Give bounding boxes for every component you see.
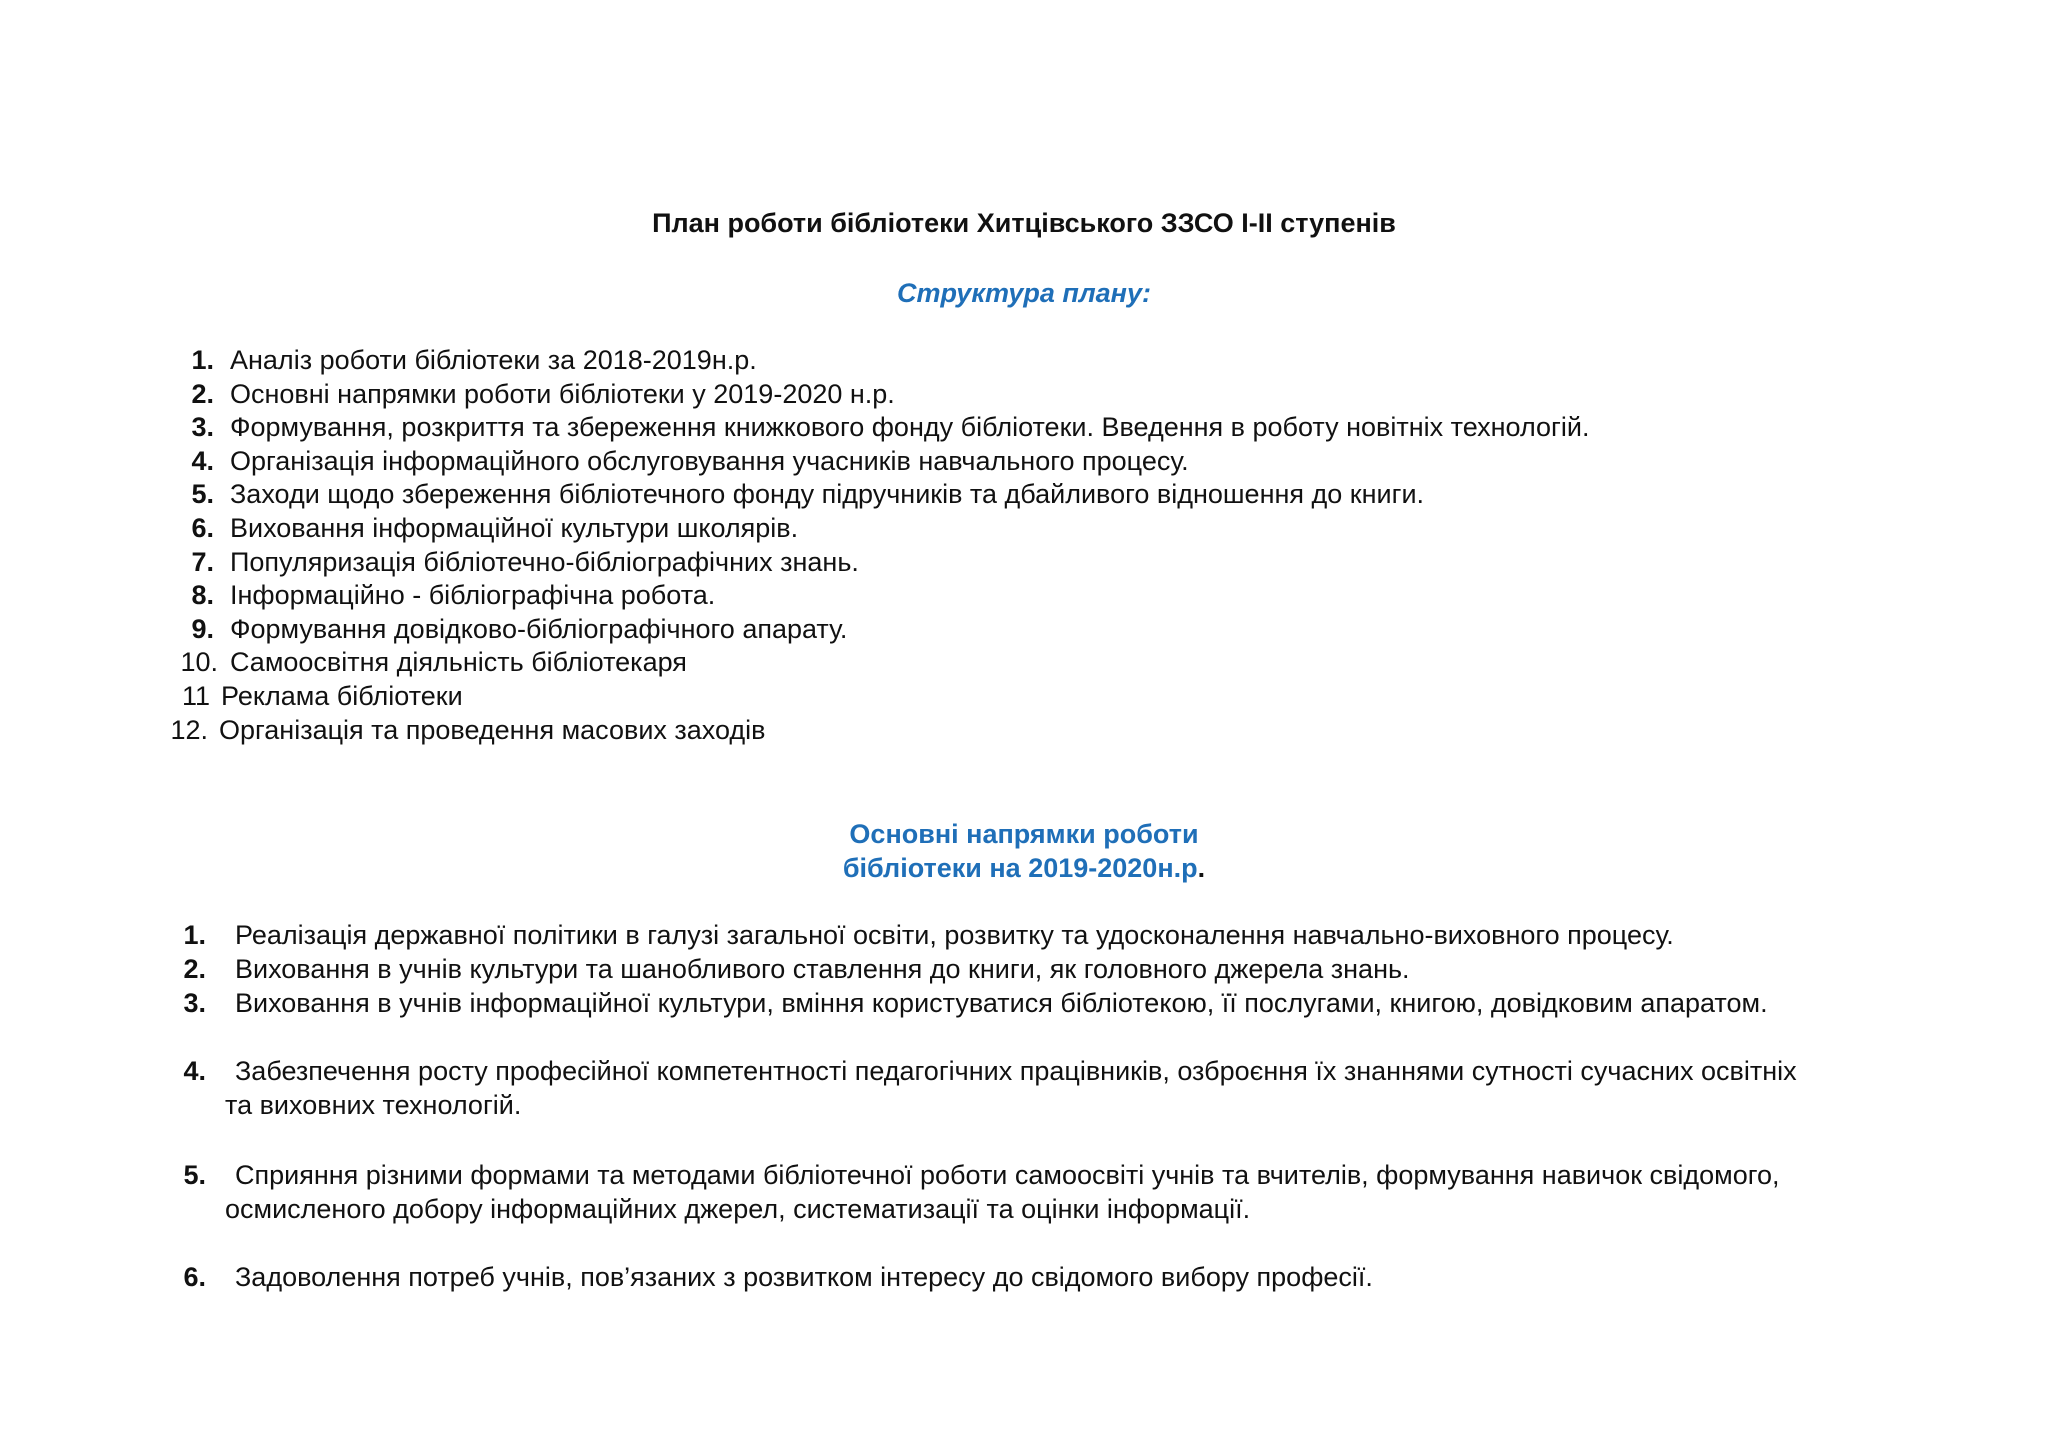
list-item-number: 1. — [191, 345, 214, 375]
list-item-number: 4. — [183, 1056, 206, 1086]
list-item-number: 5. — [183, 1160, 206, 1190]
list-item — [0, 411, 2048, 445]
list-item-text: Інформаційно - бібліографічна робота. — [230, 580, 716, 611]
document-title: План роботи бібліотеки Хитцівського ЗЗСО І-ІІ ступенів — [652, 208, 1396, 238]
structure-heading: Структура плану: — [897, 278, 1151, 308]
list-item-text: Організація інформаційного обслуговування учасників навчального процесу. — [230, 445, 1189, 476]
list-item-text: Реалізація державної політики в галузі загальної освіти, розвитку та удосконалення навчально-виховного процесу. — [235, 920, 1674, 950]
list-item-number: 2. — [183, 954, 206, 984]
directions-heading — [0, 817, 2048, 885]
list-item-number: 4. — [191, 445, 214, 476]
list-item — [0, 680, 2048, 714]
list-item — [0, 546, 2048, 580]
structure-list — [0, 344, 2048, 747]
directions-heading-line1: Основні напрямки роботи — [849, 819, 1199, 849]
list-item — [0, 579, 2048, 613]
directions-heading-line2 — [0, 851, 2048, 885]
list-item — [0, 646, 2048, 680]
list-item-number: 8. — [191, 580, 214, 611]
list-item — [0, 445, 2048, 479]
list-item-number: 9. — [191, 613, 214, 644]
list-item-number: 6. — [183, 1262, 206, 1292]
directions-heading-period: . — [1197, 853, 1206, 883]
list-item — [0, 378, 2048, 412]
list-item-text: Виховання в учнів культури та шанобливого ставлення до книги, як головного джерела знань. — [235, 954, 1410, 984]
directions-heading-line2-text: бібліотеки на 2019-2020н.р — [842, 853, 1198, 883]
list-item-text: Задоволення потреб учнів, пов’язаних з розвитком інтересу до свідомого вибору професії. — [235, 1262, 1373, 1292]
list-item-number: 6. — [191, 512, 214, 543]
list-item-number: 11 — [181, 680, 210, 711]
list-item-text: Формування довідково-бібліографічного апарату. — [230, 613, 848, 644]
list-item-text: Самоосвітня діяльність бібліотекаря — [230, 647, 687, 678]
list-item — [0, 613, 2048, 647]
list-item — [0, 478, 2048, 512]
list-item-number: 2. — [191, 378, 214, 409]
list-item-text: Організація та проведення масових заходів — [219, 714, 766, 745]
list-item-number: 1. — [183, 920, 206, 950]
list-item-number: 7. — [191, 546, 214, 577]
list-item-text: Забезпечення росту професійної компетентності педагогічних працівників, озброєння їх знаннями сутності сучасних освітніх та виховних технологій. — [225, 1056, 1797, 1120]
list-item-text: Основні напрямки роботи бібліотеки у 2019-2020 н.р. — [230, 378, 895, 409]
list-item-text: Реклама бібліотеки — [221, 680, 463, 711]
list-item-text: Формування, розкриття та збереження книжкового фонду бібліотеки. Введення в роботу новітніх технологій. — [230, 412, 1590, 443]
list-item-text: Аналіз роботи бібліотеки за 2018-2019н.р. — [230, 345, 757, 375]
list-item — [0, 512, 2048, 546]
list-item-number: 3. — [183, 988, 206, 1018]
list-item-number: 12. — [170, 714, 208, 745]
list-item-number: 10. — [180, 647, 218, 678]
list-item-number: 3. — [191, 412, 214, 443]
list-item — [0, 714, 2048, 748]
list-item — [0, 344, 2048, 378]
list-item-text: Виховання інформаційної культури школярів. — [230, 512, 799, 543]
list-item-text: Сприяння різними формами та методами бібліотечної роботи самоосвіті учнів та вчителів, формування навичок свідомого, осмисленого добору інформаційних джерел, систематизації та оцінки інформації. — [225, 1160, 1780, 1224]
list-item-text: Заходи щодо збереження бібліотечного фонду підручників та дбайливого відношення до книги. — [230, 479, 1425, 510]
list-item-text: Популяризація бібліотечно-бібліографічних знань. — [230, 546, 859, 577]
list-item-text: Виховання в учнів інформаційної культури, вміння користуватися бібліотекою, її послугами, книгою, довідковим апаратом. — [235, 988, 1768, 1018]
list-item-number: 5. — [191, 479, 214, 510]
